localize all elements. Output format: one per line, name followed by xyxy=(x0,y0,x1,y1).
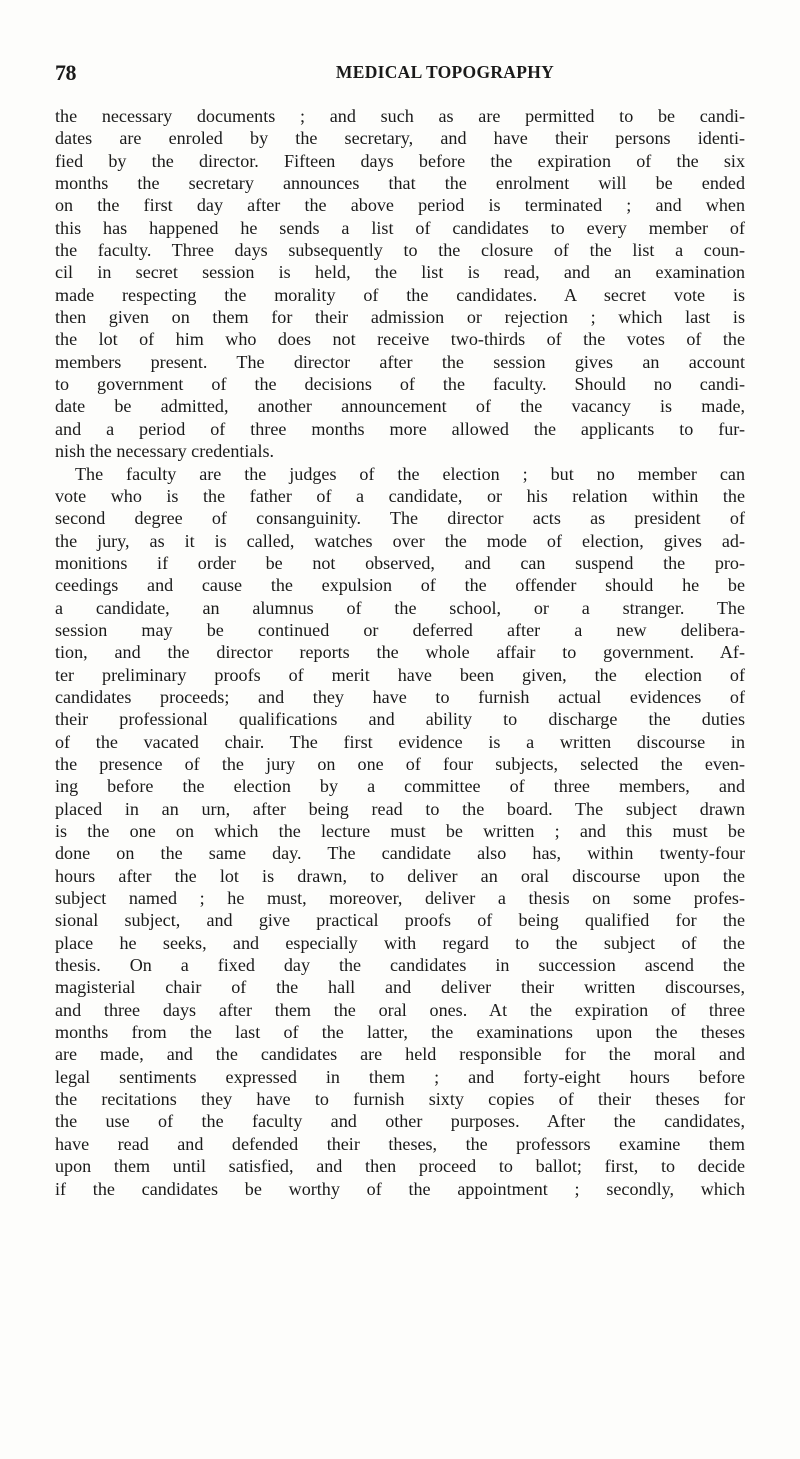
text-line: tion, and the director reports the whole affair to government. Af- xyxy=(55,642,745,663)
text-line: the presence of the jury on one of four subjects, selected the even- xyxy=(55,753,745,774)
text-line: then given on them for their admission or rejection ; which last is xyxy=(55,307,745,328)
body-text xyxy=(55,105,745,1200)
text-line: months the secretary announces that the enrolment will be ended xyxy=(55,173,745,194)
text-line: and a period of three months more allowed the applicants to fur- xyxy=(55,418,745,439)
text-line: ter preliminary proofs of merit have been given, the election of xyxy=(55,664,745,685)
text-line: the use of the faculty and other purposes. After the candidates, xyxy=(55,1111,745,1132)
text-line: magisterial chair of the hall and deliver their written discourses, xyxy=(55,977,745,998)
text-line: of the vacated chair. The first evidence is a written discourse in xyxy=(55,731,745,752)
text-line: the faculty. Three days subsequently to the closure of the list a coun- xyxy=(55,240,745,261)
text-line: candidates proceeds; and they have to furnish actual evidences of xyxy=(55,686,745,707)
text-line: placed in an urn, after being read to the board. The subject drawn xyxy=(55,798,745,819)
text-line: and three days after them the oral ones. At the expiration of three xyxy=(55,999,745,1020)
text-line: fied by the director. Fifteen days before the expiration of the six xyxy=(55,150,745,171)
page-header xyxy=(55,60,755,90)
text-line: months from the last of the latter, the examinations upon the theses xyxy=(55,1022,745,1043)
text-line: legal sentiments expressed in them ; and forty-eight hours before xyxy=(55,1066,745,1087)
text-line: a candidate, an alumnus of the school, or a stranger. The xyxy=(55,597,745,618)
text-line: second degree of consanguinity. The director acts as president of xyxy=(55,508,745,529)
text-line: ing before the election by a committee of three members, and xyxy=(55,776,745,797)
text-line: made respecting the morality of the candidates. A secret vote is xyxy=(55,284,745,305)
text-line: place he seeks, and especially with regard to the subject of the xyxy=(55,932,745,953)
text-line: hours after the lot is drawn, to deliver an oral discourse upon the xyxy=(55,865,745,886)
text-line: the necessary documents ; and such as are permitted to be candi- xyxy=(55,106,745,126)
text-line: date be admitted, another announcement of the vacancy is made, xyxy=(55,396,745,417)
page-number: 78 xyxy=(55,60,76,85)
text-line: sional subject, and give practical proofs of being qualified for the xyxy=(55,910,745,931)
text-line: the recitations they have to furnish sixty copies of their theses for xyxy=(55,1089,745,1110)
text-line: are made, and the candidates are held responsible for the moral and xyxy=(55,1044,745,1065)
text-line: subject named ; he must, moreover, deliver a thesis on some profes- xyxy=(55,888,745,909)
text-line: thesis. On a fixed day the candidates in succession ascend the xyxy=(55,955,745,976)
text-line: ceedings and cause the expulsion of the offender should he be xyxy=(55,575,745,596)
text-line: members present. The director after the session gives an account xyxy=(55,351,745,372)
text-line: monitions if order be not observed, and can suspend the pro- xyxy=(55,552,745,573)
text-line: vote who is the father of a candidate, or his relation within the xyxy=(55,485,745,506)
text-line: The faculty are the judges of the election ; but no member can xyxy=(75,463,745,484)
text-line: their professional qualifications and ability to discharge the duties xyxy=(55,709,745,730)
text-line: done on the same day. The candidate also has, within twenty-four xyxy=(55,843,745,864)
text-line: if the candidates be worthy of the appointment ; secondly, which xyxy=(55,1178,745,1199)
text-line: have read and defended their theses, the professors examine them xyxy=(55,1133,745,1154)
text-line: the jury, as it is called, watches over the mode of election, gives ad- xyxy=(55,530,745,551)
text-line: is the one on which the lecture must be written ; and this must be xyxy=(55,821,745,841)
text-line: cil in secret session is held, the list is read, and an examination xyxy=(55,262,745,283)
text-line: nish the necessary credentials. xyxy=(55,441,275,462)
text-line: dates are enroled by the secretary, and have their persons identi- xyxy=(55,128,745,149)
text-line: this has happened he sends a list of candidates to every member of xyxy=(55,217,745,238)
running-head: MEDICAL TOPOGRAPHY xyxy=(335,62,555,82)
text-line: to government of the decisions of the faculty. Should no candi- xyxy=(55,374,745,395)
text-line: upon them until satisfied, and then proceed to ballot; first, to decide xyxy=(55,1156,745,1177)
text-line: the lot of him who does not receive two-thirds of the votes of the xyxy=(55,329,745,350)
text-line: on the first day after the above period is terminated ; and when xyxy=(55,195,745,216)
text-line: session may be continued or deferred after a new delibera- xyxy=(55,619,745,640)
